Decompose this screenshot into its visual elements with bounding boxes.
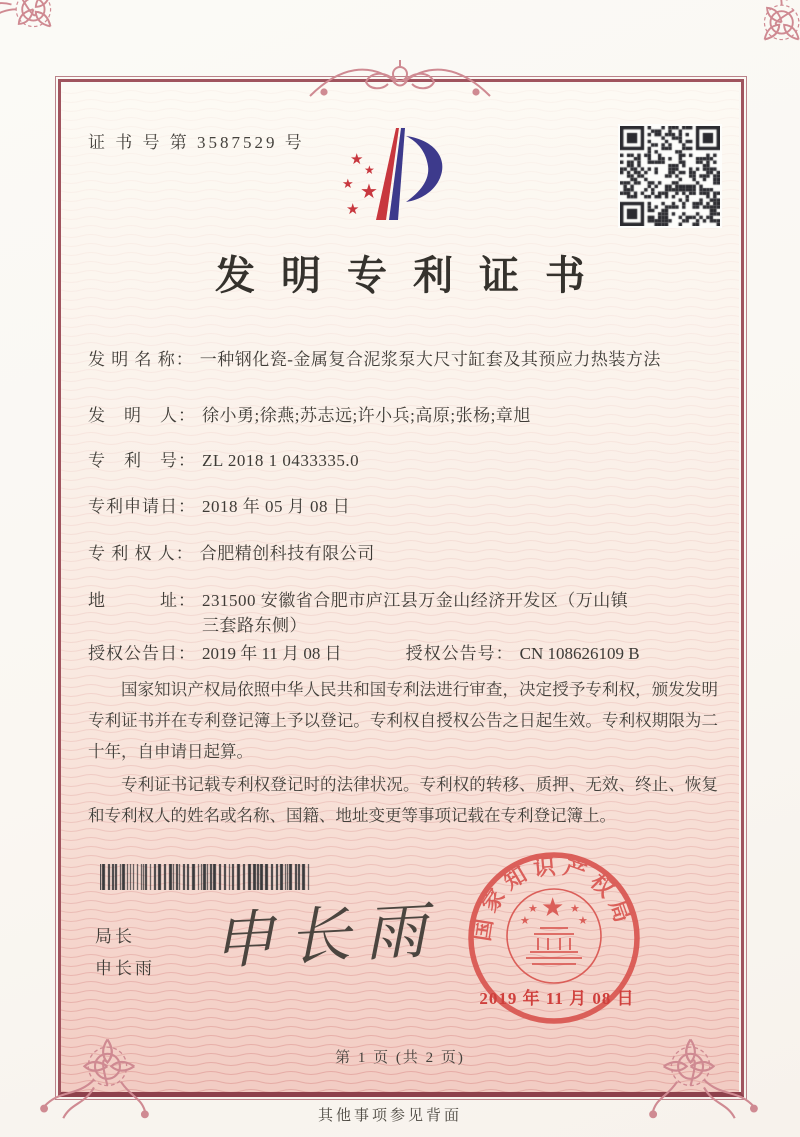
legal-paragraph-2: 专利证书记载专利权登记时的法律状况。专利权的转移、质押、无效、终止、恢复和专利权人的姓名或名称、国籍、地址变更等事项记载在专利登记簿上。 bbox=[88, 775, 718, 825]
barcode bbox=[100, 864, 312, 890]
page-indicator: 第 1 页 (共 2 页) bbox=[335, 1050, 465, 1066]
certificate-title: 发明专利证书 bbox=[215, 253, 611, 298]
field-label: 专利申请日： bbox=[88, 497, 196, 516]
svg-text:★: ★ bbox=[342, 176, 354, 191]
seal-date: 2019 年 11 月 08 日 bbox=[479, 989, 635, 1008]
field-value: CN 108626109 B bbox=[519, 644, 640, 663]
national-emblem-icon bbox=[507, 889, 601, 983]
lace-ornament-top-left bbox=[0, 0, 76, 56]
svg-text:★: ★ bbox=[570, 903, 580, 915]
field-filing-date bbox=[88, 494, 723, 519]
field-invention-name bbox=[88, 347, 723, 372]
qr-code bbox=[618, 124, 722, 228]
field-value: 合肥精创科技有限公司 bbox=[199, 544, 375, 563]
back-side-note: 其他事项参见背面 bbox=[317, 1108, 462, 1124]
field-label: 专 利 号： bbox=[88, 451, 196, 470]
field-inventors bbox=[88, 403, 723, 428]
legal-text bbox=[88, 674, 718, 833]
cnipa-logo-icon bbox=[336, 122, 454, 226]
field-patent-number bbox=[88, 448, 723, 473]
field-value: 徐小勇;徐燕;苏志远;许小兵;高原;张杨;章旭 bbox=[202, 406, 531, 425]
field-value: 231500 安徽省合肥市庐江县万金山经济开发区（万山镇三套路东侧） bbox=[202, 591, 629, 635]
field-label: 发 明 人： bbox=[88, 406, 196, 425]
field-grant-date bbox=[88, 641, 342, 666]
field-value: 2019 年 11 月 08 日 bbox=[202, 644, 342, 663]
field-label: 专 利 权 人： bbox=[88, 544, 194, 563]
field-label: 授权公告日： bbox=[88, 644, 196, 663]
field-grant-number bbox=[406, 641, 640, 666]
svg-text:★: ★ bbox=[528, 903, 538, 915]
svg-text:★: ★ bbox=[578, 915, 588, 927]
legal-paragraph-1: 国家知识产权局依照中华人民共和国专利法进行审查，决定授予专利权，颁发发明专利证书并在专利登记簿上予以登记。专利权自授权公告之日起生效。专利权期限为二十年，自申请日起算。 bbox=[88, 680, 718, 761]
svg-text:★: ★ bbox=[346, 202, 360, 218]
svg-text:★: ★ bbox=[364, 163, 375, 177]
field-patentee bbox=[88, 541, 723, 566]
field-address bbox=[88, 588, 723, 638]
field-value: 2018 年 05 月 08 日 bbox=[202, 497, 351, 516]
certificate-number: 证 书 号 第 3587529 号 bbox=[88, 133, 305, 152]
svg-text:★: ★ bbox=[360, 181, 378, 203]
director-autograph: 申长雨 bbox=[210, 897, 442, 977]
svg-text:★: ★ bbox=[350, 152, 364, 168]
lace-ornament-top-right bbox=[724, 0, 800, 56]
field-label: 地 址： bbox=[88, 591, 196, 610]
field-grant-row bbox=[88, 641, 728, 666]
svg-text:★: ★ bbox=[541, 893, 565, 922]
seal-ring-text: 国家知识产权局 bbox=[469, 853, 638, 943]
field-value: ZL 2018 1 0433335.0 bbox=[202, 451, 360, 470]
director-name: 申长雨 bbox=[95, 959, 155, 978]
svg-text:★: ★ bbox=[520, 915, 530, 927]
field-value: 一种钢化瓷-金属复合泥浆泵大尺寸缸套及其预应力热装方法 bbox=[199, 350, 661, 369]
field-label: 发 明 名 称： bbox=[88, 350, 194, 369]
field-label: 授权公告号： bbox=[405, 644, 514, 663]
director-title: 局长 bbox=[95, 927, 135, 946]
